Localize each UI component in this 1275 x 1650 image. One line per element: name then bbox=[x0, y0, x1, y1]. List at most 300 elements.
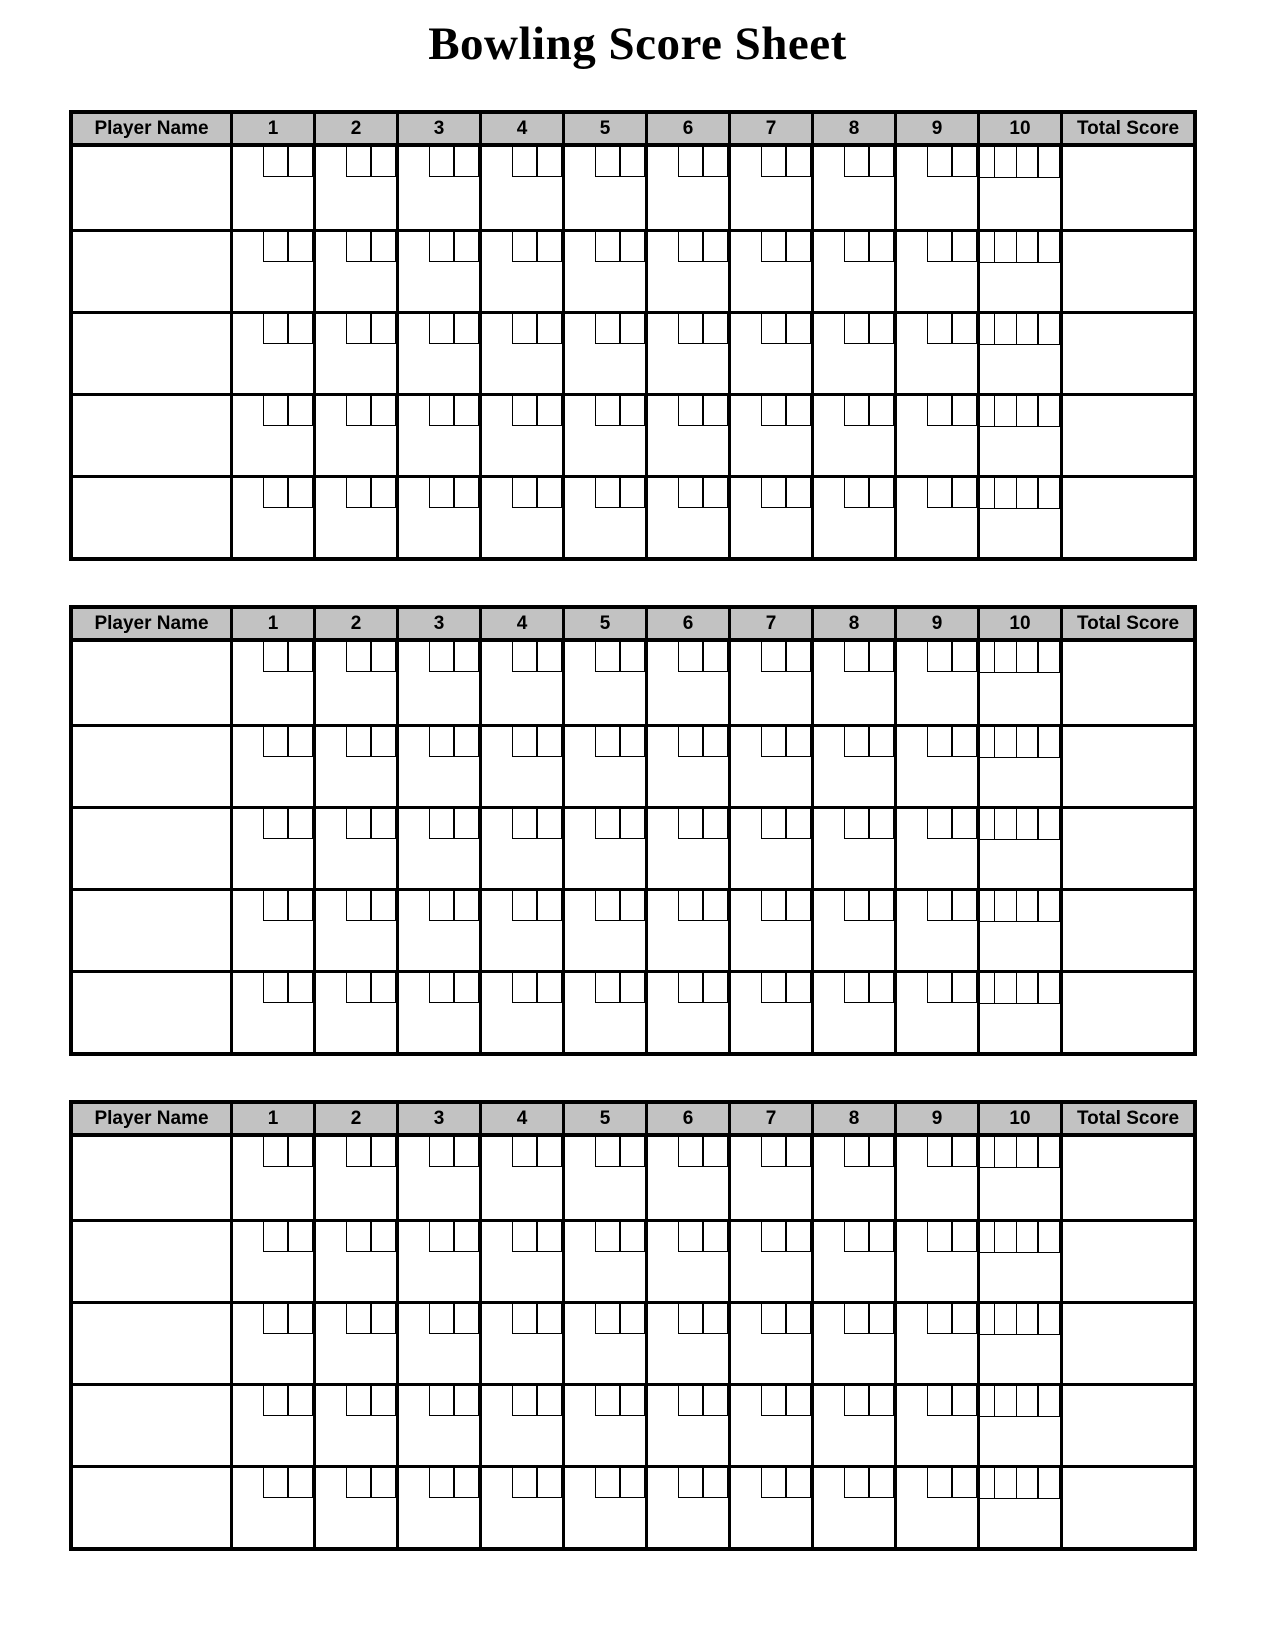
frame-cell-3[interactable] bbox=[396, 809, 479, 888]
throw-box[interactable] bbox=[263, 1222, 289, 1252]
throw-box[interactable] bbox=[951, 642, 977, 672]
frame-cell-6[interactable] bbox=[645, 1222, 728, 1301]
throw-box[interactable] bbox=[429, 642, 455, 672]
throw-box[interactable] bbox=[453, 727, 479, 757]
frame-cell-9[interactable] bbox=[894, 809, 977, 888]
throw-box[interactable] bbox=[951, 727, 977, 757]
total-score-cell[interactable] bbox=[1060, 147, 1193, 229]
throw-box[interactable] bbox=[536, 973, 562, 1003]
frame-cell-5[interactable] bbox=[562, 727, 645, 806]
frame-cell-10[interactable] bbox=[977, 147, 1060, 229]
throw-box[interactable] bbox=[702, 396, 728, 426]
throw-box[interactable] bbox=[761, 1386, 787, 1416]
throw-box[interactable] bbox=[346, 314, 372, 344]
throw-box[interactable] bbox=[785, 727, 811, 757]
throw-box[interactable] bbox=[536, 809, 562, 839]
frame-cell-3[interactable] bbox=[396, 232, 479, 311]
frame-cell-4[interactable] bbox=[479, 1137, 562, 1219]
throw-box[interactable] bbox=[370, 1468, 396, 1498]
throw-box[interactable] bbox=[346, 1468, 372, 1498]
throw-box[interactable] bbox=[429, 727, 455, 757]
throw-box[interactable] bbox=[429, 396, 455, 426]
throw-box[interactable] bbox=[263, 314, 289, 344]
throw-box[interactable] bbox=[595, 809, 621, 839]
frame-cell-7[interactable] bbox=[728, 1386, 811, 1465]
frame-cell-2[interactable] bbox=[313, 314, 396, 393]
throw-box[interactable] bbox=[868, 1137, 894, 1167]
total-score-cell[interactable] bbox=[1060, 1386, 1193, 1465]
throw-box[interactable] bbox=[1016, 1222, 1039, 1252]
throw-box[interactable] bbox=[453, 1304, 479, 1334]
throw-box[interactable] bbox=[595, 147, 621, 177]
throw-box[interactable] bbox=[927, 396, 953, 426]
throw-box[interactable] bbox=[346, 232, 372, 262]
frame-cell-1[interactable] bbox=[230, 396, 313, 475]
frame-cell-1[interactable] bbox=[230, 1137, 313, 1219]
throw-box[interactable] bbox=[619, 396, 645, 426]
throw-box[interactable] bbox=[785, 396, 811, 426]
frame-cell-3[interactable] bbox=[396, 891, 479, 970]
total-score-cell[interactable] bbox=[1060, 642, 1193, 724]
frame-cell-5[interactable] bbox=[562, 396, 645, 475]
frame-cell-4[interactable] bbox=[479, 1386, 562, 1465]
throw-box[interactable] bbox=[868, 314, 894, 344]
frame-cell-5[interactable] bbox=[562, 1137, 645, 1219]
throw-box[interactable] bbox=[951, 1304, 977, 1334]
throw-box[interactable] bbox=[287, 1222, 313, 1252]
throw-box[interactable] bbox=[287, 478, 313, 508]
throw-box[interactable] bbox=[370, 727, 396, 757]
total-score-cell[interactable] bbox=[1060, 1222, 1193, 1301]
player-name-cell[interactable] bbox=[73, 396, 230, 475]
total-score-cell[interactable] bbox=[1060, 973, 1193, 1052]
throw-box[interactable] bbox=[346, 642, 372, 672]
throw-box[interactable] bbox=[994, 1222, 1017, 1252]
throw-box[interactable] bbox=[994, 314, 1017, 344]
frame-cell-5[interactable] bbox=[562, 478, 645, 557]
throw-box[interactable] bbox=[536, 1468, 562, 1498]
frame-cell-4[interactable] bbox=[479, 147, 562, 229]
frame-cell-10[interactable] bbox=[977, 1468, 1060, 1547]
throw-box[interactable] bbox=[453, 396, 479, 426]
throw-box[interactable] bbox=[844, 727, 870, 757]
throw-box[interactable] bbox=[761, 478, 787, 508]
throw-box[interactable] bbox=[595, 1304, 621, 1334]
frame-cell-10[interactable] bbox=[977, 973, 1060, 1052]
throw-box[interactable] bbox=[702, 642, 728, 672]
throw-box[interactable] bbox=[678, 1304, 704, 1334]
throw-box[interactable] bbox=[844, 1304, 870, 1334]
throw-box[interactable] bbox=[429, 1386, 455, 1416]
throw-box[interactable] bbox=[287, 1304, 313, 1334]
throw-box[interactable] bbox=[761, 396, 787, 426]
throw-box[interactable] bbox=[1037, 314, 1060, 344]
frame-cell-10[interactable] bbox=[977, 1386, 1060, 1465]
throw-box[interactable] bbox=[263, 1386, 289, 1416]
frame-cell-10[interactable] bbox=[977, 891, 1060, 970]
frame-cell-8[interactable] bbox=[811, 1222, 894, 1301]
throw-box[interactable] bbox=[951, 396, 977, 426]
frame-cell-1[interactable] bbox=[230, 642, 313, 724]
throw-box[interactable] bbox=[429, 1468, 455, 1498]
throw-box[interactable] bbox=[761, 1304, 787, 1334]
throw-box[interactable] bbox=[678, 232, 704, 262]
throw-box[interactable] bbox=[536, 1137, 562, 1167]
throw-box[interactable] bbox=[453, 1468, 479, 1498]
throw-box[interactable] bbox=[287, 809, 313, 839]
frame-cell-3[interactable] bbox=[396, 478, 479, 557]
frame-cell-4[interactable] bbox=[479, 1222, 562, 1301]
frame-cell-5[interactable] bbox=[562, 147, 645, 229]
throw-box[interactable] bbox=[1037, 891, 1060, 921]
frame-cell-2[interactable] bbox=[313, 727, 396, 806]
throw-box[interactable] bbox=[868, 1222, 894, 1252]
throw-box[interactable] bbox=[1016, 809, 1039, 839]
throw-box[interactable] bbox=[1016, 642, 1039, 672]
throw-box[interactable] bbox=[844, 973, 870, 1003]
frame-cell-6[interactable] bbox=[645, 891, 728, 970]
throw-box[interactable] bbox=[702, 891, 728, 921]
frame-cell-7[interactable] bbox=[728, 1304, 811, 1383]
frame-cell-3[interactable] bbox=[396, 1222, 479, 1301]
frame-cell-7[interactable] bbox=[728, 232, 811, 311]
throw-box[interactable] bbox=[370, 973, 396, 1003]
frame-cell-3[interactable] bbox=[396, 396, 479, 475]
throw-box[interactable] bbox=[619, 232, 645, 262]
throw-box[interactable] bbox=[287, 396, 313, 426]
throw-box[interactable] bbox=[994, 396, 1017, 426]
frame-cell-5[interactable] bbox=[562, 642, 645, 724]
frame-cell-6[interactable] bbox=[645, 727, 728, 806]
throw-box[interactable] bbox=[512, 891, 538, 921]
total-score-cell[interactable] bbox=[1060, 809, 1193, 888]
throw-box[interactable] bbox=[844, 232, 870, 262]
throw-box[interactable] bbox=[951, 1468, 977, 1498]
throw-box[interactable] bbox=[512, 1137, 538, 1167]
frame-cell-2[interactable] bbox=[313, 809, 396, 888]
throw-box[interactable] bbox=[761, 642, 787, 672]
player-name-cell[interactable] bbox=[73, 314, 230, 393]
throw-box[interactable] bbox=[785, 891, 811, 921]
throw-box[interactable] bbox=[595, 478, 621, 508]
throw-box[interactable] bbox=[536, 478, 562, 508]
frame-cell-6[interactable] bbox=[645, 314, 728, 393]
throw-box[interactable] bbox=[927, 891, 953, 921]
throw-box[interactable] bbox=[785, 1137, 811, 1167]
throw-box[interactable] bbox=[994, 1304, 1017, 1334]
throw-box[interactable] bbox=[844, 1222, 870, 1252]
frame-cell-9[interactable] bbox=[894, 314, 977, 393]
frame-cell-8[interactable] bbox=[811, 809, 894, 888]
frame-cell-3[interactable] bbox=[396, 727, 479, 806]
throw-box[interactable] bbox=[927, 727, 953, 757]
frame-cell-9[interactable] bbox=[894, 147, 977, 229]
frame-cell-7[interactable] bbox=[728, 396, 811, 475]
throw-box[interactable] bbox=[263, 147, 289, 177]
throw-box[interactable] bbox=[429, 1304, 455, 1334]
throw-box[interactable] bbox=[844, 314, 870, 344]
player-name-cell[interactable] bbox=[73, 1468, 230, 1547]
throw-box[interactable] bbox=[951, 891, 977, 921]
player-name-cell[interactable] bbox=[73, 642, 230, 724]
throw-box[interactable] bbox=[619, 1304, 645, 1334]
throw-box[interactable] bbox=[678, 147, 704, 177]
throw-box[interactable] bbox=[927, 973, 953, 1003]
frame-cell-8[interactable] bbox=[811, 973, 894, 1052]
frame-cell-9[interactable] bbox=[894, 396, 977, 475]
frame-cell-10[interactable] bbox=[977, 1222, 1060, 1301]
throw-box[interactable] bbox=[263, 478, 289, 508]
throw-box[interactable] bbox=[370, 478, 396, 508]
player-name-cell[interactable] bbox=[73, 232, 230, 311]
frame-cell-8[interactable] bbox=[811, 1468, 894, 1547]
throw-box[interactable] bbox=[595, 973, 621, 1003]
frame-cell-3[interactable] bbox=[396, 973, 479, 1052]
throw-box[interactable] bbox=[536, 1304, 562, 1334]
throw-box[interactable] bbox=[512, 809, 538, 839]
throw-box[interactable] bbox=[619, 1137, 645, 1167]
frame-cell-7[interactable] bbox=[728, 891, 811, 970]
throw-box[interactable] bbox=[702, 232, 728, 262]
frame-cell-2[interactable] bbox=[313, 973, 396, 1052]
frame-cell-1[interactable] bbox=[230, 973, 313, 1052]
frame-cell-10[interactable] bbox=[977, 396, 1060, 475]
throw-box[interactable] bbox=[453, 478, 479, 508]
throw-box[interactable] bbox=[512, 232, 538, 262]
frame-cell-2[interactable] bbox=[313, 1468, 396, 1547]
frame-cell-7[interactable] bbox=[728, 973, 811, 1052]
throw-box[interactable] bbox=[536, 727, 562, 757]
throw-box[interactable] bbox=[453, 891, 479, 921]
throw-box[interactable] bbox=[927, 478, 953, 508]
frame-cell-7[interactable] bbox=[728, 1468, 811, 1547]
throw-box[interactable] bbox=[678, 1137, 704, 1167]
throw-box[interactable] bbox=[761, 1222, 787, 1252]
throw-box[interactable] bbox=[761, 1468, 787, 1498]
frame-cell-6[interactable] bbox=[645, 809, 728, 888]
throw-box[interactable] bbox=[429, 1137, 455, 1167]
frame-cell-8[interactable] bbox=[811, 1386, 894, 1465]
throw-box[interactable] bbox=[1016, 1304, 1039, 1334]
frame-cell-7[interactable] bbox=[728, 642, 811, 724]
throw-box[interactable] bbox=[927, 314, 953, 344]
throw-box[interactable] bbox=[263, 809, 289, 839]
throw-box[interactable] bbox=[346, 396, 372, 426]
throw-box[interactable] bbox=[453, 809, 479, 839]
throw-box[interactable] bbox=[287, 1137, 313, 1167]
throw-box[interactable] bbox=[761, 1137, 787, 1167]
throw-box[interactable] bbox=[453, 1386, 479, 1416]
throw-box[interactable] bbox=[1037, 396, 1060, 426]
frame-cell-6[interactable] bbox=[645, 1137, 728, 1219]
throw-box[interactable] bbox=[678, 1386, 704, 1416]
frame-cell-5[interactable] bbox=[562, 1304, 645, 1383]
throw-box[interactable] bbox=[951, 314, 977, 344]
throw-box[interactable] bbox=[761, 232, 787, 262]
throw-box[interactable] bbox=[785, 147, 811, 177]
throw-box[interactable] bbox=[1037, 973, 1060, 1003]
total-score-cell[interactable] bbox=[1060, 314, 1193, 393]
frame-cell-10[interactable] bbox=[977, 232, 1060, 311]
throw-box[interactable] bbox=[1037, 1386, 1060, 1416]
frame-cell-1[interactable] bbox=[230, 809, 313, 888]
frame-cell-1[interactable] bbox=[230, 1304, 313, 1383]
throw-box[interactable] bbox=[844, 1386, 870, 1416]
throw-box[interactable] bbox=[346, 1222, 372, 1252]
throw-box[interactable] bbox=[619, 1468, 645, 1498]
frame-cell-9[interactable] bbox=[894, 232, 977, 311]
total-score-cell[interactable] bbox=[1060, 727, 1193, 806]
throw-box[interactable] bbox=[512, 478, 538, 508]
throw-box[interactable] bbox=[429, 973, 455, 1003]
throw-box[interactable] bbox=[844, 891, 870, 921]
throw-box[interactable] bbox=[263, 232, 289, 262]
frame-cell-2[interactable] bbox=[313, 478, 396, 557]
frame-cell-2[interactable] bbox=[313, 1222, 396, 1301]
throw-box[interactable] bbox=[927, 809, 953, 839]
frame-cell-1[interactable] bbox=[230, 891, 313, 970]
throw-box[interactable] bbox=[370, 1222, 396, 1252]
throw-box[interactable] bbox=[785, 1222, 811, 1252]
throw-box[interactable] bbox=[346, 1386, 372, 1416]
throw-box[interactable] bbox=[702, 1222, 728, 1252]
throw-box[interactable] bbox=[346, 1137, 372, 1167]
total-score-cell[interactable] bbox=[1060, 478, 1193, 557]
total-score-cell[interactable] bbox=[1060, 1137, 1193, 1219]
throw-box[interactable] bbox=[1037, 1222, 1060, 1252]
throw-box[interactable] bbox=[370, 809, 396, 839]
throw-box[interactable] bbox=[263, 1304, 289, 1334]
throw-box[interactable] bbox=[868, 809, 894, 839]
throw-box[interactable] bbox=[346, 147, 372, 177]
throw-box[interactable] bbox=[868, 1386, 894, 1416]
frame-cell-2[interactable] bbox=[313, 396, 396, 475]
throw-box[interactable] bbox=[678, 1222, 704, 1252]
frame-cell-5[interactable] bbox=[562, 891, 645, 970]
frame-cell-9[interactable] bbox=[894, 1468, 977, 1547]
frame-cell-4[interactable] bbox=[479, 642, 562, 724]
throw-box[interactable] bbox=[951, 478, 977, 508]
frame-cell-4[interactable] bbox=[479, 727, 562, 806]
frame-cell-10[interactable] bbox=[977, 1304, 1060, 1383]
throw-box[interactable] bbox=[844, 642, 870, 672]
throw-box[interactable] bbox=[287, 147, 313, 177]
throw-box[interactable] bbox=[346, 891, 372, 921]
total-score-cell[interactable] bbox=[1060, 232, 1193, 311]
frame-cell-7[interactable] bbox=[728, 1222, 811, 1301]
throw-box[interactable] bbox=[702, 973, 728, 1003]
frame-cell-8[interactable] bbox=[811, 314, 894, 393]
frame-cell-8[interactable] bbox=[811, 1304, 894, 1383]
throw-box[interactable] bbox=[512, 1222, 538, 1252]
throw-box[interactable] bbox=[619, 642, 645, 672]
throw-box[interactable] bbox=[1037, 478, 1060, 508]
throw-box[interactable] bbox=[785, 314, 811, 344]
frame-cell-3[interactable] bbox=[396, 314, 479, 393]
throw-box[interactable] bbox=[702, 1386, 728, 1416]
throw-box[interactable] bbox=[619, 1222, 645, 1252]
frame-cell-7[interactable] bbox=[728, 478, 811, 557]
player-name-cell[interactable] bbox=[73, 1222, 230, 1301]
throw-box[interactable] bbox=[263, 727, 289, 757]
throw-box[interactable] bbox=[994, 147, 1017, 177]
throw-box[interactable] bbox=[702, 1468, 728, 1498]
throw-box[interactable] bbox=[927, 1137, 953, 1167]
frame-cell-3[interactable] bbox=[396, 1304, 479, 1383]
throw-box[interactable] bbox=[1016, 314, 1039, 344]
throw-box[interactable] bbox=[868, 973, 894, 1003]
throw-box[interactable] bbox=[595, 891, 621, 921]
throw-box[interactable] bbox=[1016, 396, 1039, 426]
throw-box[interactable] bbox=[1037, 232, 1060, 262]
throw-box[interactable] bbox=[453, 232, 479, 262]
frame-cell-2[interactable] bbox=[313, 147, 396, 229]
throw-box[interactable] bbox=[702, 727, 728, 757]
throw-box[interactable] bbox=[1016, 232, 1039, 262]
frame-cell-10[interactable] bbox=[977, 314, 1060, 393]
player-name-cell[interactable] bbox=[73, 147, 230, 229]
frame-cell-2[interactable] bbox=[313, 1137, 396, 1219]
throw-box[interactable] bbox=[370, 147, 396, 177]
total-score-cell[interactable] bbox=[1060, 1304, 1193, 1383]
throw-box[interactable] bbox=[702, 1137, 728, 1167]
throw-box[interactable] bbox=[287, 1468, 313, 1498]
throw-box[interactable] bbox=[595, 1386, 621, 1416]
frame-cell-1[interactable] bbox=[230, 314, 313, 393]
frame-cell-1[interactable] bbox=[230, 232, 313, 311]
throw-box[interactable] bbox=[927, 1386, 953, 1416]
frame-cell-10[interactable] bbox=[977, 809, 1060, 888]
throw-box[interactable] bbox=[994, 1386, 1017, 1416]
frame-cell-8[interactable] bbox=[811, 891, 894, 970]
throw-box[interactable] bbox=[536, 1222, 562, 1252]
throw-box[interactable] bbox=[453, 1222, 479, 1252]
throw-box[interactable] bbox=[844, 1137, 870, 1167]
throw-box[interactable] bbox=[429, 232, 455, 262]
throw-box[interactable] bbox=[844, 478, 870, 508]
throw-box[interactable] bbox=[678, 809, 704, 839]
throw-box[interactable] bbox=[994, 642, 1017, 672]
frame-cell-9[interactable] bbox=[894, 478, 977, 557]
throw-box[interactable] bbox=[287, 727, 313, 757]
frame-cell-4[interactable] bbox=[479, 478, 562, 557]
throw-box[interactable] bbox=[927, 1304, 953, 1334]
frame-cell-1[interactable] bbox=[230, 1386, 313, 1465]
throw-box[interactable] bbox=[951, 809, 977, 839]
throw-box[interactable] bbox=[702, 1304, 728, 1334]
throw-box[interactable] bbox=[1037, 809, 1060, 839]
throw-box[interactable] bbox=[595, 396, 621, 426]
throw-box[interactable] bbox=[453, 314, 479, 344]
throw-box[interactable] bbox=[927, 147, 953, 177]
throw-box[interactable] bbox=[868, 727, 894, 757]
throw-box[interactable] bbox=[536, 1386, 562, 1416]
frame-cell-6[interactable] bbox=[645, 642, 728, 724]
player-name-cell[interactable] bbox=[73, 1304, 230, 1383]
throw-box[interactable] bbox=[927, 232, 953, 262]
throw-box[interactable] bbox=[927, 1222, 953, 1252]
frame-cell-7[interactable] bbox=[728, 1137, 811, 1219]
throw-box[interactable] bbox=[785, 1386, 811, 1416]
throw-box[interactable] bbox=[619, 973, 645, 1003]
throw-box[interactable] bbox=[1016, 147, 1039, 177]
throw-box[interactable] bbox=[512, 642, 538, 672]
throw-box[interactable] bbox=[868, 232, 894, 262]
throw-box[interactable] bbox=[370, 1137, 396, 1167]
frame-cell-4[interactable] bbox=[479, 1304, 562, 1383]
frame-cell-1[interactable] bbox=[230, 727, 313, 806]
frame-cell-5[interactable] bbox=[562, 1386, 645, 1465]
